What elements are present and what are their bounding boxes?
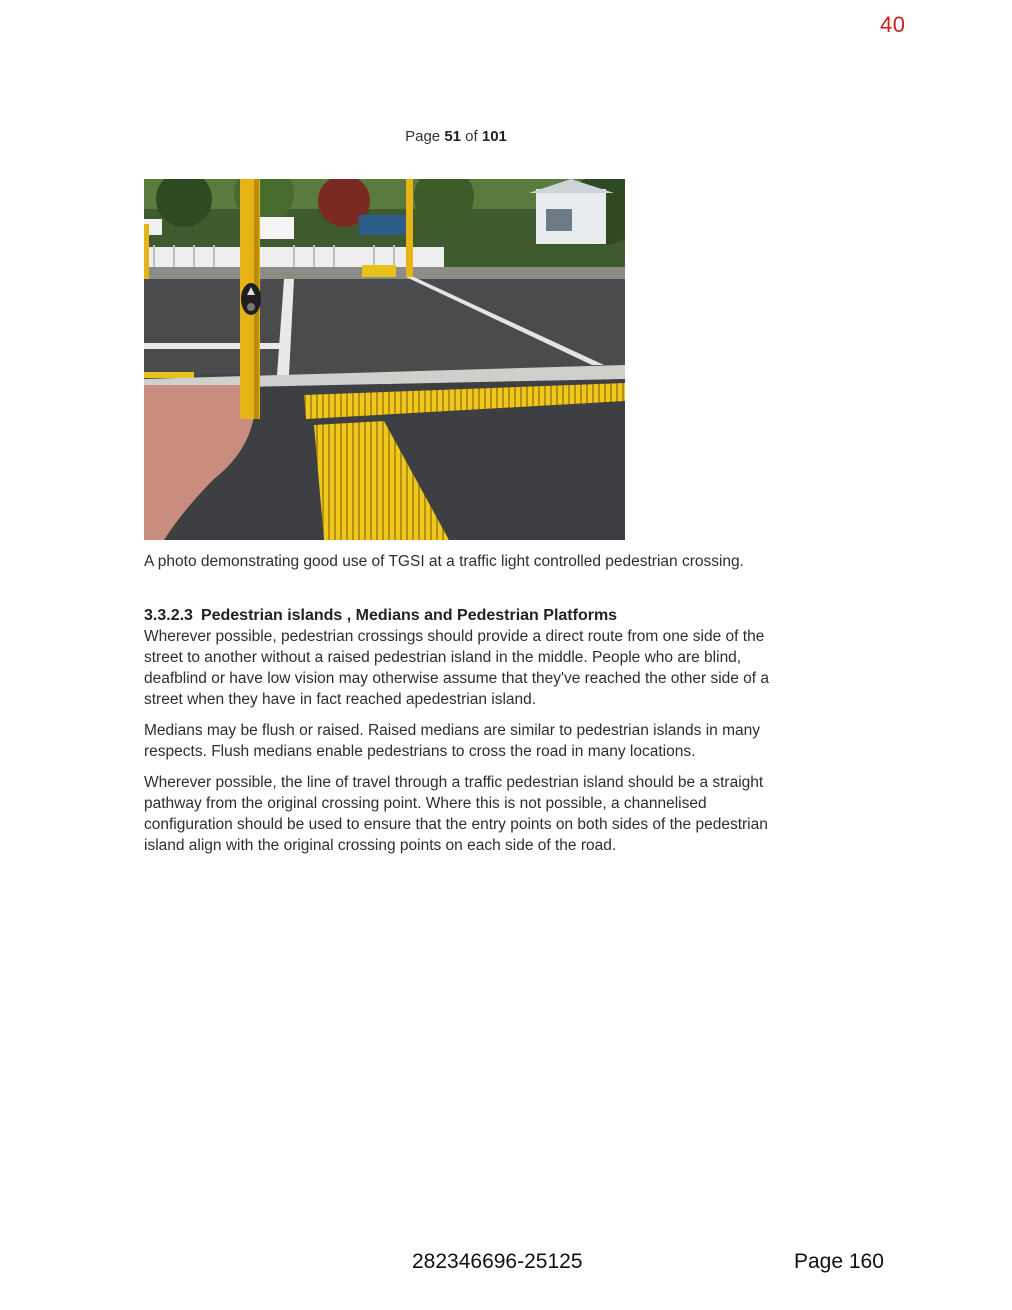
- page-total: 101: [481, 128, 507, 145]
- paragraph: Wherever possible, pedestrian crossings should provide a direct route from one side of the street to another without a raised pedestrian island in the middle. People who are blind, deafblind or have low vision may otherwise assume that they've reached the other side of a street when they have in fact reached apedestrian island.: [144, 628, 770, 708]
- section-title: Pedestrian islands , Medians and Pedestrian Platforms: [200, 607, 618, 624]
- paragraph: Medians may be flush or raised. Raised medians are similar to pedestrian islands in many respects. Flush medians enable pedestrians to cross the road in many locations.: [144, 722, 760, 760]
- footer-page-label: Page 160: [794, 1250, 884, 1273]
- page-current: 51: [444, 128, 461, 145]
- page-of: of: [465, 128, 478, 145]
- corner-page-number: 40: [880, 12, 906, 37]
- tactile-crossing-photo-icon: [144, 179, 625, 540]
- document-id: 282346696-25125: [412, 1250, 583, 1273]
- page-prefix: Page: [405, 128, 441, 145]
- section-pedestrian-islands: [144, 605, 784, 866]
- section-number: 3.3.2.3: [144, 607, 193, 624]
- section-heading: [144, 605, 784, 626]
- photo-caption: A photo demonstrating good use of TGSI at a traffic light controlled pedestrian crossing.: [144, 553, 744, 570]
- crossing-photo: [144, 179, 625, 540]
- paragraph: Wherever possible, the line of travel through a traffic pedestrian island should be a straight pathway from the original crossing point. Where this is not possible, a channelised configuration should be used to ensure that the entry points on both sides of the pedestrian island align with the original crossing points on each side of the road.: [144, 774, 768, 854]
- page-header: [0, 128, 912, 145]
